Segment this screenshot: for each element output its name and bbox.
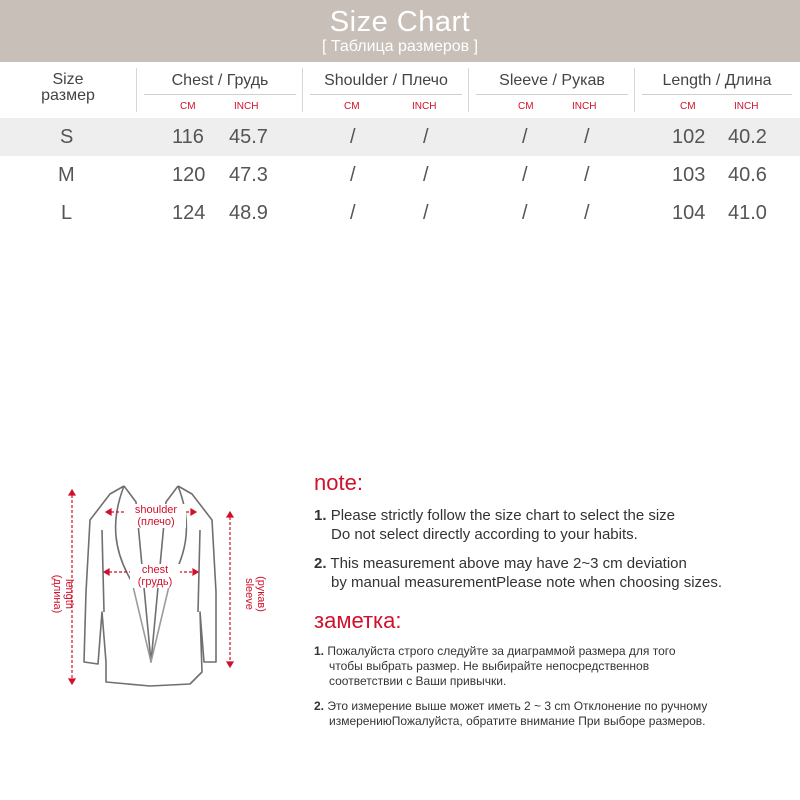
unit-inch: INCH [234,101,259,112]
header-divider [642,94,792,95]
header-sleeve-label: Sleeve / Рукав [499,72,605,89]
unit-cm: CM [680,101,696,112]
header-divider [310,94,462,95]
header-divider [144,94,296,95]
shoulder-inch: / [423,164,429,186]
size-value: S [60,126,74,148]
note-item-en-1 [314,506,794,544]
length-inch: 41.0 [728,202,767,224]
note-number: 1. [314,644,325,658]
shoulder-cm: / [350,164,356,186]
note-line: Do not select directly according to your habits. [331,526,638,543]
chest-label-ru: (грудь) [137,576,173,588]
unit-cm: CM [180,101,196,112]
shoulder-label-en: shoulder [134,504,178,516]
note-line: by manual measurementPlease note when choosing sizes. [331,574,723,591]
chest-cm: 120 [172,164,206,186]
shoulder-inch: / [423,126,429,148]
size-header-en: Size [52,71,84,88]
header-shoulder-label: Shoulder / Плечо [324,72,448,89]
table-row [0,156,800,194]
table-row [0,118,800,156]
header-length-label: Length / Длина [662,72,772,89]
table-row [0,194,800,232]
size-header [0,72,136,104]
note-item-en-2 [314,554,794,592]
note-title-en: note: [314,470,363,495]
shoulder-cm: / [350,126,356,148]
sleeve-cm: / [522,164,528,186]
length-cm: 104 [672,202,706,224]
sleeve-label-ru: (рукав) [255,576,267,612]
unit-inch: INCH [412,101,437,112]
chest-label [130,564,180,588]
sleeve-cm: / [522,126,528,148]
shoulder-cm: / [350,202,356,224]
notes-section [314,470,794,729]
shoulder-label-ru: (плечо) [137,516,175,528]
chest-inch: 48.9 [229,202,268,224]
note-line: Please strictly follow the size chart to select the size [330,507,675,524]
note-line: This measurement above may have 2~3 cm deviation [330,555,687,572]
title-band [0,0,800,62]
length-label [47,539,75,649]
sleeve-inch: / [584,126,590,148]
sleeve-label-en: sleeve [243,578,255,610]
note-number: 2. [314,555,327,572]
shoulder-label [126,504,186,528]
header-divider [476,94,628,95]
note-item-ru-1 [314,644,794,689]
chest-inch: 45.7 [229,126,268,148]
page-title: Size Chart [329,6,471,38]
size-value: M [58,164,75,186]
note-line: соответствии с Ваши привычки. [329,674,507,688]
length-inch: 40.6 [728,164,767,186]
sleeve-inch: / [584,164,590,186]
column-divider [634,68,635,112]
chest-cm: 124 [172,202,206,224]
note-item-ru-2 [314,699,794,729]
note-line: Это измерение выше может иметь 2 ~ 3 cm Отклонение по ручному [327,699,708,713]
column-divider [136,68,137,112]
unit-inch: INCH [734,101,759,112]
chest-cm: 116 [172,126,204,148]
header-shoulder [306,68,466,112]
sleeve-label [239,539,267,649]
length-cm: 103 [672,164,706,186]
size-value: L [61,202,73,224]
note-line: Пожалуйста строго следуйте за диаграммой размера для того [327,644,676,658]
note-number: 1. [314,507,327,524]
column-divider [468,68,469,112]
note-line: чтобы выбрать размер. Не выбирайте непосредственнов [329,659,650,673]
table-header [0,62,800,118]
sleeve-cm: / [522,202,528,224]
header-sleeve [472,68,632,112]
chest-label-en: chest [141,564,169,576]
shoulder-inch: / [423,202,429,224]
note-line: измерениюПожалуйста, обратите внимание При выборе размеров. [329,714,706,728]
size-header-ru: размер [41,87,95,104]
length-inch: 40.2 [728,126,767,148]
sleeve-inch: / [584,202,590,224]
unit-inch: INCH [572,101,597,112]
chest-inch: 47.3 [229,164,268,186]
unit-cm: CM [344,101,360,112]
note-number: 2. [314,699,325,713]
header-chest-label: Chest / Грудь [171,72,269,89]
length-label-ru: (длина) [51,574,63,614]
page-subtitle: [ Таблица размеров ] [321,38,479,55]
column-divider [302,68,303,112]
header-chest [140,68,300,112]
length-cm: 102 [672,126,706,148]
length-label-en: length [63,579,75,609]
unit-cm: CM [518,101,534,112]
note-title-ru: заметка: [314,608,402,633]
header-length [638,68,796,112]
garment-diagram [40,472,280,702]
